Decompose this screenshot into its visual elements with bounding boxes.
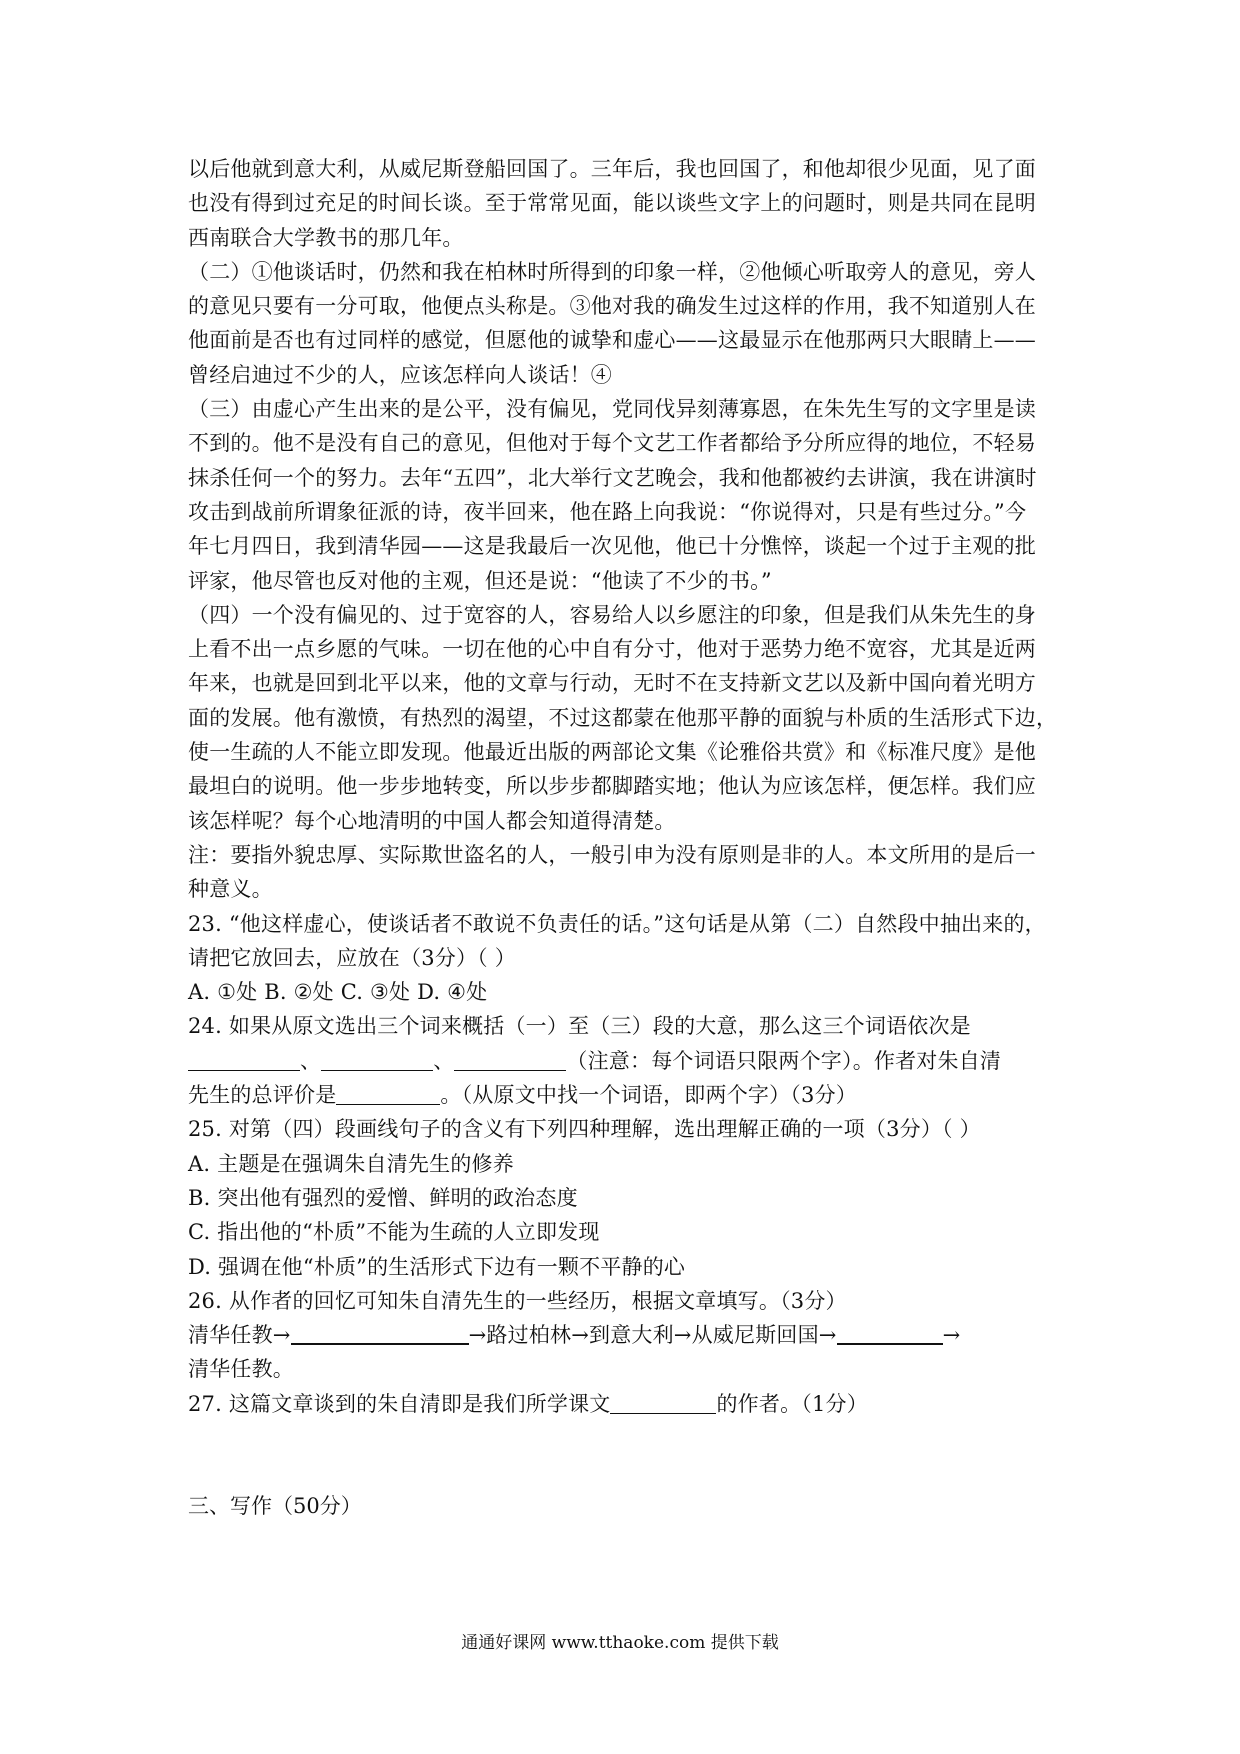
question-24-text: 。（从原文中找一个词语，即两个字）（3分）	[440, 1083, 857, 1108]
passage-line: 上看不出一点乡愿的气味。一切在他的心中自有分寸，他对于恶势力绝不宽容，尤其是近两	[188, 637, 1036, 662]
question-24-cont	[188, 1078, 1058, 1112]
passage	[188, 152, 1058, 907]
passage-line: 他面前是否也有过同样的感觉，但愿他的诚挚和虚心——这最显示在他那两只大眼睛上——	[188, 328, 1036, 353]
question-26-cont: 清华任教。	[188, 1357, 294, 1382]
passage-line: 抹杀任何一个的努力。去年“五四”，北大举行文艺晚会，我和他都被约去讲演，我在讲演时	[188, 465, 1037, 490]
passage-line: 年来，也就是回到北平以来，他的文章与行动，无时不在支持新文艺以及新中国向着光明方	[188, 671, 1036, 696]
answer-blank[interactable]	[188, 1048, 300, 1071]
questions	[188, 907, 1058, 1421]
passage-line: 曾经启迪过不少的人，应该怎样向人谈话！④	[188, 362, 612, 387]
page-footer: 通通好课网 www.tthaoke.com 提供下载	[461, 1633, 779, 1653]
passage-line: 的意见只要有一分可取，他便点头称是。③他对我的确发生过这样的作用，我不知道别人在	[188, 294, 1036, 319]
answer-blank[interactable]	[454, 1048, 566, 1071]
separator: 、	[300, 1048, 322, 1073]
question-25-option-c: C. 指出他的“朴质”不能为生疏的人立即发现	[188, 1220, 600, 1245]
passage-line: 西南联合大学教书的那几年。	[188, 225, 464, 250]
passage-line: 不到的。他不是没有自己的意见，但他对于每个文艺工作者都给予分所应得的地位，不轻易	[188, 431, 1036, 456]
passage-line: （三）由虚心产生出来的是公平，没有偏见，党同伐异刻薄寡恩，在朱先生写的文字里是读	[188, 397, 1036, 422]
spacer	[188, 1421, 1058, 1489]
question-25-option-d: D. 强调在他“朴质”的生活形式下边有一颗不平静的心	[188, 1254, 686, 1279]
passage-line: 最坦白的说明。他一步步地转变，所以步步都脚踏实地；他认为应该怎样，便怎样。我们应	[188, 774, 1036, 799]
document-body	[188, 152, 1058, 1523]
question-23: 23. “他这样虚心，使谈话者不敢说不负责任的话。”这句话是从第（二）自然段中抽出来的，	[188, 911, 1046, 936]
question-26-text: →路过柏林→到意大利→从威尼斯回国→	[468, 1323, 837, 1348]
separator: 、	[433, 1048, 455, 1073]
question-24-text: 先生的总评价是	[188, 1083, 337, 1108]
passage-line: 以后他就到意大利，从威尼斯登船回国了。三年后，我也回国了，和他却很少见面，见了面	[188, 157, 1036, 181]
question-26-text: 清华任教→	[188, 1323, 291, 1348]
question-25-option-b: B. 突出他有强烈的爱憎、鲜明的政治态度	[188, 1185, 578, 1210]
passage-line: 也没有得到过充足的时间长谈。至于常常见面，能以谈些文字上的问题时，则是共同在昆明	[188, 191, 1036, 216]
question-23-options: A. ①处 B. ②处 C. ③处 D. ④处	[188, 980, 488, 1005]
passage-line: （二）①他谈话时，仍然和我在柏林时所得到的印象一样，②他倾心听取旁人的意见，旁人	[188, 259, 1036, 284]
question-26: 26. 从作者的回忆可知朱自清先生的一些经历，根据文章填写。（3分）	[188, 1288, 847, 1313]
answer-blank[interactable]	[837, 1321, 943, 1345]
answer-blank[interactable]	[291, 1321, 469, 1345]
passage-line: 面的发展。他有激愤，有热烈的渴望，不过这都蒙在他那平静的面貌与朴质的生活形式下边，	[188, 705, 1058, 730]
question-26-cont	[188, 1318, 1058, 1352]
passage-line: 攻击到战前所谓象征派的诗，夜半回来，他在路上向我说：“你说得对，只是有些过分。”今	[188, 499, 1027, 524]
passage-line: 该怎样呢？每个心地清明的中国人都会知道得清楚。	[188, 808, 676, 833]
question-26-text: →	[942, 1323, 961, 1348]
answer-blank[interactable]	[336, 1082, 440, 1105]
question-23-cont: 请把它放回去，应放在（3分）（ ）	[188, 945, 516, 970]
question-25-option-a: A. 主题是在强调朱自清先生的修养	[188, 1151, 514, 1176]
question-27	[188, 1387, 1058, 1421]
question-27-text: 27. 这篇文章谈到的朱自清即是我们所学课文	[188, 1391, 611, 1416]
answer-blank[interactable]	[610, 1391, 716, 1414]
question-24: 24. 如果从原文选出三个词来概括（一）至（三）段的大意，那么这三个词语依次是	[188, 1014, 971, 1039]
answer-blank[interactable]	[321, 1048, 433, 1071]
passage-line: 评家，他尽管也反对他的主观，但还是说：“他读了不少的书。”	[188, 568, 772, 593]
passage-line: （四）一个没有偏见的、过于宽容的人，容易给人以乡愿注的印象，但是我们从朱先生的身	[188, 602, 1036, 627]
passage-line: 使一生疏的人不能立即发现。他最近出版的两部论文集《论雅俗共赏》和《标准尺度》是他	[188, 740, 1036, 765]
question-24-text: （注意：每个词语只限两个字）。作者对朱自清	[566, 1048, 1002, 1073]
passage-line: 年七月四日，我到清华园——这是我最后一次见他，他已十分憔悴，谈起一个过于主观的批	[188, 534, 1036, 559]
question-27-text: 的作者。（1分）	[716, 1391, 868, 1416]
note-line: 注：要指外貌忠厚、实际欺世盗名的人，一般引申为没有原则是非的人。本文所用的是后一	[188, 842, 1036, 867]
section-writing-heading: 三、写作（50分）	[188, 1493, 362, 1518]
question-25: 25. 对第（四）段画线句子的含义有下列四种理解，选出理解正确的一项（3分）（ ）	[188, 1117, 981, 1142]
question-24-cont	[188, 1044, 1058, 1078]
note-line: 种意义。	[188, 877, 273, 902]
